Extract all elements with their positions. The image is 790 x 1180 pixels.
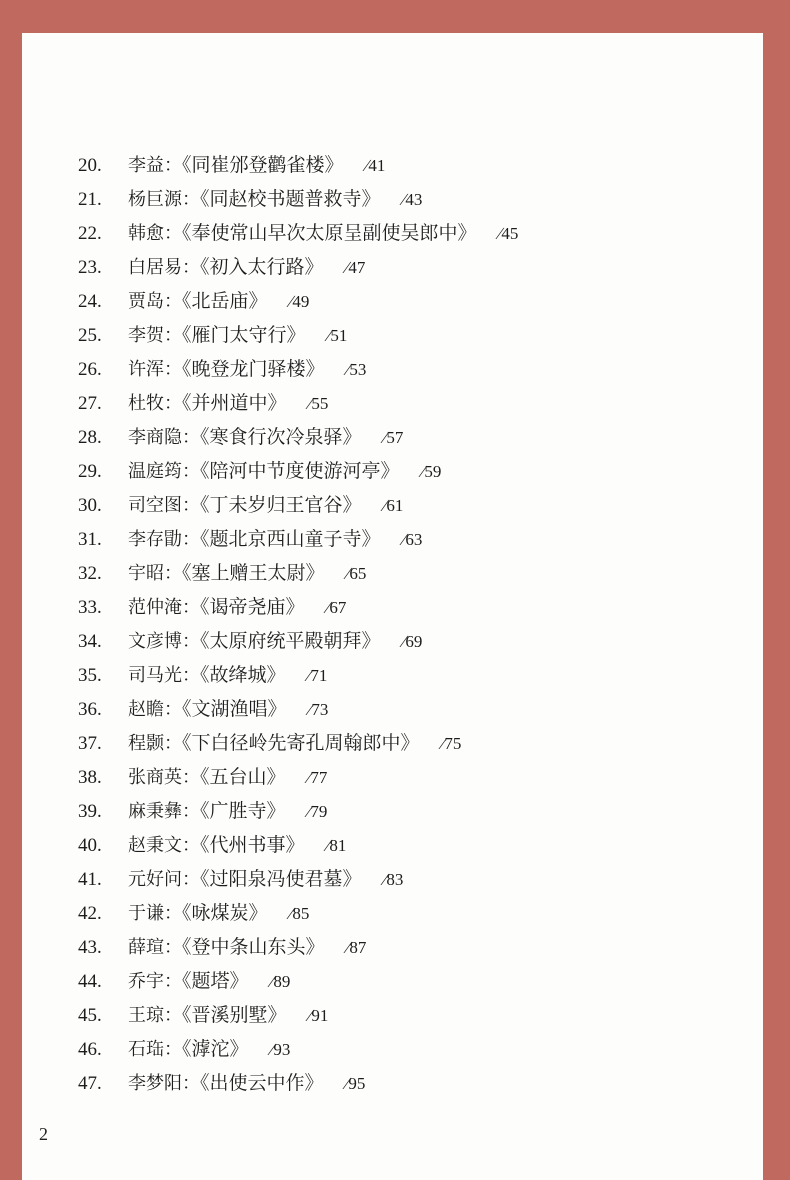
document-page [22,33,763,1180]
entry-title: 《塞上赠王太尉》 [182,562,325,584]
entry-page: ∕91 [308,1006,329,1025]
entry-author: 司马光： [128,665,200,686]
entry-page: ∕81 [326,836,347,855]
entry-number: 21. [78,189,102,210]
entry-title: 《雁门太守行》 [182,324,306,346]
entry-page: ∕89 [270,972,291,991]
entry-author: 文彦博： [128,631,200,652]
entry-page: ∕41 [365,156,386,175]
table-of-contents [78,152,518,1104]
entry-page: ∕75 [441,734,462,753]
entry-title: 《题塔》 [182,970,249,992]
entry-author: 杨巨源： [128,189,200,210]
entry-page: ∕49 [289,292,310,311]
entry-author: 温庭筠： [128,461,200,482]
toc-entry [78,526,518,560]
entry-page: ∕51 [327,326,348,345]
entry-title: 《陪河中节度使游河亭》 [200,460,400,482]
entry-title: 《寒食行次冷泉驿》 [200,426,362,448]
entry-title: 《北岳庙》 [182,290,268,312]
entry-number: 25. [78,325,102,346]
toc-entry [78,186,518,220]
entry-title: 《同崔邠登鹳雀楼》 [182,154,344,176]
entry-author: 李益： [128,155,182,176]
entry-number: 23. [78,257,102,278]
entry-author: 赵瞻： [128,699,182,720]
entry-page: ∕43 [402,190,423,209]
entry-number: 20. [78,155,102,176]
entry-number: 39. [78,801,102,822]
toc-entry [78,152,518,186]
entry-page: ∕57 [383,428,404,447]
entry-page: ∕53 [346,360,367,379]
toc-entry [78,662,518,696]
entry-number: 32. [78,563,102,584]
entry-title: 《故绛城》 [200,664,286,686]
entry-author: 于谦： [128,903,182,924]
entry-author: 麻秉彝： [128,801,200,822]
entry-number: 27. [78,393,102,414]
entry-number: 24. [78,291,102,312]
entry-author: 赵秉文： [128,835,200,856]
entry-number: 30. [78,495,102,516]
entry-title: 《下白径岭先寄孔周翰郎中》 [182,732,420,754]
entry-title: 《初入太行路》 [200,256,324,278]
entry-number: 34. [78,631,102,652]
entry-title: 《并州道中》 [182,392,287,414]
entry-title: 《登中条山东头》 [182,936,325,958]
entry-author: 杜牧： [128,393,182,414]
entry-author: 李商隐： [128,427,200,448]
entry-author: 李存勖： [128,529,200,550]
toc-entry [78,322,518,356]
entry-author: 韩愈： [128,223,182,244]
toc-entry [78,764,518,798]
toc-entry [78,254,518,288]
entry-page: ∕71 [307,666,328,685]
entry-title: 《谒帝尧庙》 [200,596,305,618]
toc-entry [78,390,518,424]
toc-entry [78,1002,518,1036]
toc-entry [78,458,518,492]
toc-entry [78,594,518,628]
toc-entry [78,934,518,968]
toc-entry [78,492,518,526]
entry-author: 白居易： [128,257,200,278]
entry-title: 《出使云中作》 [200,1072,324,1094]
toc-entry [78,696,518,730]
entry-title: 《广胜寺》 [200,800,286,822]
entry-title: 《丁未岁归王官谷》 [200,494,362,516]
entry-author: 范仲淹： [128,597,200,618]
entry-page: ∕69 [402,632,423,651]
entry-page: ∕67 [326,598,347,617]
toc-entry [78,798,518,832]
toc-entry [78,288,518,322]
entry-number: 46. [78,1039,102,1060]
toc-entry [78,220,518,254]
entry-title: 《题北京西山童子寺》 [200,528,381,550]
entry-number: 42. [78,903,102,924]
entry-number: 45. [78,1005,102,1026]
entry-number: 31. [78,529,102,550]
entry-page: ∕63 [402,530,423,549]
entry-author: 张商英： [128,767,200,788]
entry-author: 贾岛： [128,291,182,312]
toc-entry [78,900,518,934]
entry-title: 《代州书事》 [200,834,305,856]
entry-author: 许浑： [128,359,182,380]
entry-page: ∕59 [421,462,442,481]
toc-entry [78,866,518,900]
entry-page: ∕73 [308,700,329,719]
entry-number: 36. [78,699,102,720]
entry-number: 28. [78,427,102,448]
entry-number: 26. [78,359,102,380]
toc-entry [78,560,518,594]
entry-title: 《奉使常山早次太原呈副使吴郎中》 [182,222,477,244]
toc-entry [78,424,518,458]
entry-number: 43. [78,937,102,958]
entry-title: 《咏煤炭》 [182,902,268,924]
entry-author: 王琼： [128,1005,182,1026]
entry-title: 《滹沱》 [182,1038,249,1060]
page-number: 2 [39,1124,48,1144]
entry-page: ∕61 [383,496,404,515]
toc-entry [78,730,518,764]
entry-author: 程颢： [128,733,182,754]
entry-author: 石珤： [128,1039,182,1060]
toc-entry [78,968,518,1002]
entry-page: ∕95 [345,1074,366,1093]
entry-page: ∕93 [270,1040,291,1059]
entry-page: ∕77 [307,768,328,787]
toc-entry [78,628,518,662]
entry-author: 宇昭： [128,563,182,584]
entry-title: 《同赵校书题普救寺》 [200,188,381,210]
toc-entry [78,832,518,866]
entry-page: ∕55 [308,394,329,413]
entry-author: 司空图： [128,495,200,516]
entry-page: ∕47 [345,258,366,277]
entry-number: 38. [78,767,102,788]
entry-page: ∕79 [307,802,328,821]
entry-author: 乔宇： [128,971,182,992]
entry-page: ∕85 [289,904,310,923]
entry-title: 《过阳泉冯使君墓》 [200,868,362,890]
entry-author: 元好问： [128,869,200,890]
entry-number: 22. [78,223,102,244]
entry-number: 40. [78,835,102,856]
entry-title: 《晚登龙门驿楼》 [182,358,325,380]
entry-page: ∕87 [346,938,367,957]
entry-author: 李贺： [128,325,182,346]
entry-author: 李梦阳： [128,1073,200,1094]
entry-number: 37. [78,733,102,754]
entry-number: 35. [78,665,102,686]
toc-entry [78,356,518,390]
entry-title: 《晋溪别墅》 [182,1004,287,1026]
toc-entry [78,1070,518,1104]
entry-number: 44. [78,971,102,992]
entry-title: 《文湖渔唱》 [182,698,287,720]
toc-entry [78,1036,518,1070]
entry-page: ∕83 [383,870,404,889]
entry-title: 《五台山》 [200,766,286,788]
entry-number: 41. [78,869,102,890]
entry-title: 《太原府统平殿朝拜》 [200,630,381,652]
entry-author: 薛瑄： [128,937,182,958]
entry-page: ∕65 [346,564,367,583]
entry-page: ∕45 [498,224,519,243]
entry-number: 47. [78,1073,102,1094]
entry-number: 29. [78,461,102,482]
entry-number: 33. [78,597,102,618]
